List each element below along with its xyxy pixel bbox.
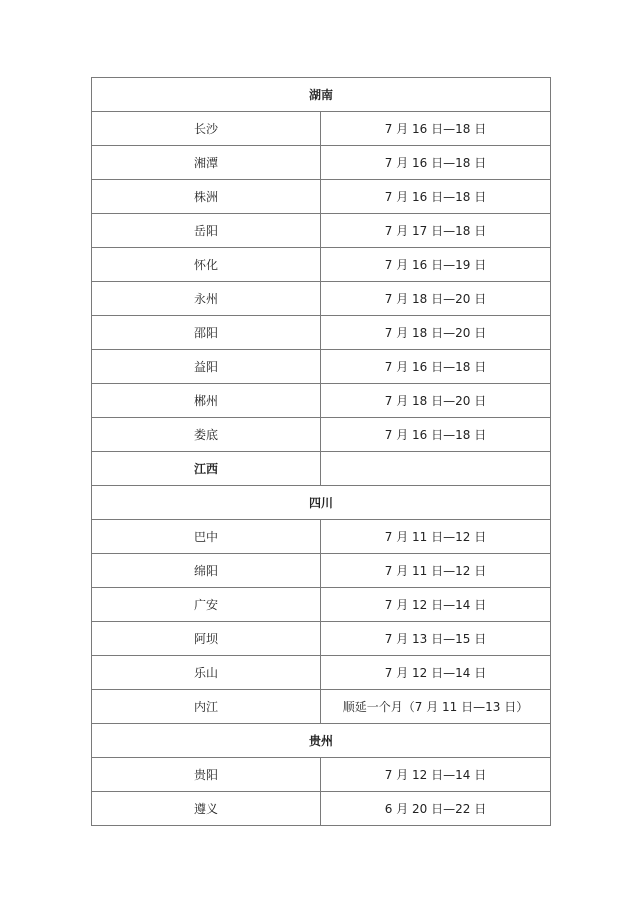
table-row <box>92 622 551 656</box>
date-cell: 7 月 16 日—18 日 <box>321 418 551 452</box>
province-header-row <box>92 78 551 112</box>
date-cell: 7 月 12 日—14 日 <box>321 758 551 792</box>
province-title: 四川 <box>92 486 551 520</box>
province-title: 江西 <box>92 452 321 486</box>
city-cell: 湘潭 <box>92 146 321 180</box>
table-row <box>92 758 551 792</box>
table-row <box>92 248 551 282</box>
city-cell: 岳阳 <box>92 214 321 248</box>
date-cell: 顺延一个月（7 月 11 日—13 日） <box>321 690 551 724</box>
schedule-table-body <box>92 78 551 826</box>
province-header-row <box>92 724 551 758</box>
city-cell: 长沙 <box>92 112 321 146</box>
table-row <box>92 588 551 622</box>
table-row <box>92 792 551 826</box>
table-row <box>92 554 551 588</box>
city-cell: 阿坝 <box>92 622 321 656</box>
table-row <box>92 112 551 146</box>
province-row-jiangxi <box>92 452 551 486</box>
table-row <box>92 214 551 248</box>
table-row <box>92 418 551 452</box>
date-cell: 7 月 16 日—18 日 <box>321 146 551 180</box>
city-cell: 内江 <box>92 690 321 724</box>
table-row <box>92 690 551 724</box>
city-cell: 株洲 <box>92 180 321 214</box>
city-cell: 贵阳 <box>92 758 321 792</box>
date-cell: 6 月 20 日—22 日 <box>321 792 551 826</box>
city-cell: 乐山 <box>92 656 321 690</box>
table-row <box>92 520 551 554</box>
date-cell: 7 月 16 日—18 日 <box>321 112 551 146</box>
date-cell: 7 月 16 日—18 日 <box>321 180 551 214</box>
table-row <box>92 656 551 690</box>
city-cell: 益阳 <box>92 350 321 384</box>
table-row <box>92 180 551 214</box>
date-cell: 7 月 13 日—15 日 <box>321 622 551 656</box>
empty-date-cell <box>321 452 551 486</box>
city-cell: 邵阳 <box>92 316 321 350</box>
city-cell: 遵义 <box>92 792 321 826</box>
date-cell: 7 月 11 日—12 日 <box>321 554 551 588</box>
province-header-row <box>92 486 551 520</box>
city-cell: 巴中 <box>92 520 321 554</box>
table-row <box>92 282 551 316</box>
date-cell: 7 月 17 日—18 日 <box>321 214 551 248</box>
table-row <box>92 146 551 180</box>
province-title: 湖南 <box>92 78 551 112</box>
city-cell: 绵阳 <box>92 554 321 588</box>
city-cell: 娄底 <box>92 418 321 452</box>
date-cell: 7 月 16 日—19 日 <box>321 248 551 282</box>
date-cell: 7 月 11 日—12 日 <box>321 520 551 554</box>
city-cell: 怀化 <box>92 248 321 282</box>
table-row <box>92 316 551 350</box>
province-title: 贵州 <box>92 724 551 758</box>
table-row <box>92 350 551 384</box>
date-cell: 7 月 12 日—14 日 <box>321 588 551 622</box>
table-row <box>92 384 551 418</box>
schedule-table <box>91 77 551 826</box>
date-cell: 7 月 16 日—18 日 <box>321 350 551 384</box>
city-cell: 永州 <box>92 282 321 316</box>
date-cell: 7 月 18 日—20 日 <box>321 316 551 350</box>
date-cell: 7 月 12 日—14 日 <box>321 656 551 690</box>
date-cell: 7 月 18 日—20 日 <box>321 282 551 316</box>
city-cell: 郴州 <box>92 384 321 418</box>
date-cell: 7 月 18 日—20 日 <box>321 384 551 418</box>
city-cell: 广安 <box>92 588 321 622</box>
